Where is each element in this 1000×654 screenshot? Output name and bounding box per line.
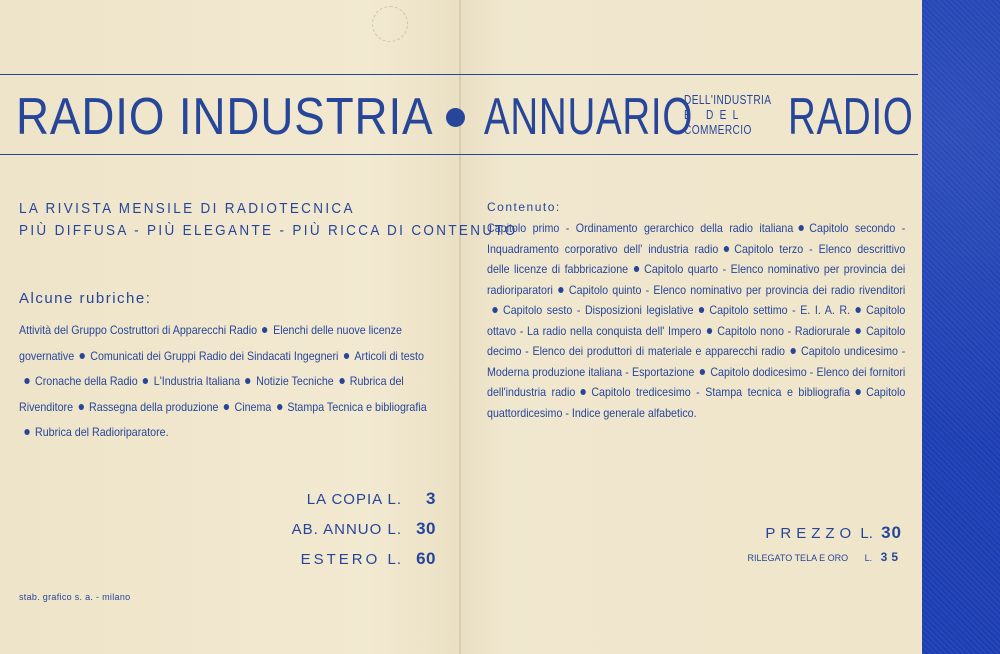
chapter-item: Capitolo primo - Ordinamento gerarchico della radio italiana (487, 221, 794, 235)
bullet-icon (24, 378, 29, 384)
price-unit: L. (387, 521, 402, 538)
bullet-icon (855, 307, 860, 313)
rubrica-item: Comunicati dei Gruppi Radio dei Sindacati Ingegneri (90, 348, 339, 363)
annuario-subtitle (684, 92, 790, 137)
bullet-icon (581, 389, 586, 395)
rilegato-value: 35 (880, 550, 902, 564)
chapter-item: Capitolo dodicesimo - Elenco dei fornitori dell'industria radio (487, 364, 906, 399)
rubriche-heading: Alcune rubriche: (19, 290, 152, 307)
yearbook-price (748, 520, 902, 568)
rilegato-unit: L. (864, 553, 873, 563)
bullet-icon (78, 404, 83, 410)
chapter-list (487, 218, 905, 423)
tagline-line-2: PIÙ DIFFUSA - PIÙ ELEGANTE - PIÙ RICCA DI CONTENUTO (19, 222, 518, 239)
bullet-icon (724, 246, 729, 252)
bullet-icon (277, 404, 282, 410)
bullet-icon (700, 369, 705, 375)
chapter-item: Capitolo undicesimo - Moderna produzione italiana - Esportazione (487, 344, 906, 379)
contents-heading: Contenuto: (487, 200, 561, 214)
chapter-item: Capitolo quinto - Elenco nominativo per provincia dei radio rivenditori (568, 282, 906, 297)
price-unit: L. (387, 491, 402, 508)
price-row (292, 484, 436, 514)
chapter-item: Capitolo nono - Radiorurale (717, 323, 851, 338)
rubrica-item: Cinema (234, 399, 272, 414)
bullet-icon (707, 328, 712, 334)
subtitle-line-2: E DEL (684, 107, 745, 122)
prezzo-value: 30 (881, 523, 902, 542)
chapter-item: Capitolo tredicesimo - Stampa tecnica e bibliografia (591, 385, 851, 399)
rubrica-item: Articoli di testo (354, 348, 424, 363)
prezzo-label: PREZZO (765, 525, 857, 542)
bullet-icon (699, 307, 704, 313)
subtitle-line-1: DELL'INDUSTRIA (684, 92, 772, 107)
chapter-item: Capitolo quarto - Elenco nominativo per provincia dei radioriparatori (487, 262, 906, 297)
rilegato-label: RILEGATO TELA E ORO (747, 553, 849, 563)
rubrica-item: L'Industria Italiana (153, 374, 241, 388)
rubrica-item: Elenchi delle nuove licenze governative (19, 323, 402, 363)
masthead (0, 82, 918, 152)
bullet-icon (80, 353, 85, 359)
price-label: ESTERO (300, 551, 388, 568)
radio-title: RADIO (788, 88, 914, 146)
bullet-icon (262, 327, 267, 333)
bullet-icon (339, 378, 344, 384)
price-value: 60 (416, 549, 436, 568)
chapter-item: Capitolo quattordicesimo - Indice generale alfabetico. (487, 385, 906, 420)
price-list (292, 484, 436, 574)
price-value: 3 (426, 489, 436, 508)
prezzo-row (748, 520, 902, 547)
bullet-icon (633, 266, 638, 272)
tagline-line-1: LA RIVISTA MENSILE DI RADIOTECNICA (19, 200, 355, 217)
rubrica-item: Notizie Tecniche (256, 374, 334, 388)
bullet-icon (344, 353, 349, 359)
rubrica-item: Stampa Tecnica e bibliografia (287, 399, 427, 414)
annuario-title: ANNUARIO (484, 88, 694, 146)
bullet-icon (492, 307, 497, 313)
chapter-item: Capitolo ottavo - La radio nella conquista dell' Impero (487, 303, 906, 338)
chapter-item: Capitolo decimo - Elenco dei produttori di materiale e apparecchi radio (487, 323, 906, 358)
price-label: LA COPIA (306, 491, 388, 508)
rubriche-list (19, 318, 437, 446)
masthead-bullet-icon (446, 108, 465, 127)
masthead-bottom-rule (0, 154, 918, 155)
chapter-item: Capitolo secondo - Inquadramento corporativo dell' industria radio (487, 221, 906, 256)
faded-stamp (372, 6, 408, 42)
masthead-top-rule (0, 74, 918, 75)
blue-spine (922, 0, 1000, 654)
bullet-icon (143, 378, 148, 384)
bullet-icon (224, 404, 229, 410)
radio-industria-title: RADIO INDUSTRIA (16, 88, 434, 146)
bullet-icon (790, 348, 795, 354)
bullet-icon (855, 328, 860, 334)
bullet-icon (24, 429, 29, 435)
rubrica-item: Rubrica del Radioriparatore. (35, 425, 169, 439)
printer-credit: stab. grafico s. a. - milano (19, 592, 131, 602)
price-unit: L. (387, 551, 402, 568)
rubrica-item: Rubrica del Rivenditore (19, 374, 404, 414)
chapter-item: Capitolo settimo - E. I. A. R. (709, 303, 851, 317)
price-row (292, 544, 436, 574)
price-row (292, 514, 436, 544)
chapter-item: Capitolo sesto - Disposizioni legislative (503, 303, 694, 317)
rubrica-item: Cronache della Radio (35, 374, 138, 388)
bullet-icon (855, 389, 860, 395)
bullet-icon (558, 287, 563, 293)
price-label: AB. ANNUO (291, 521, 388, 538)
bullet-icon (799, 225, 804, 231)
rubrica-item: Rassegna della produzione (89, 399, 219, 414)
subtitle-line-3: COMMERCIO (684, 122, 752, 137)
rilegato-row (748, 547, 902, 568)
rubrica-item: Attività del Gruppo Costruttori di Apparecchi Radio (19, 323, 258, 337)
bullet-icon (245, 378, 250, 384)
price-value: 30 (416, 519, 436, 538)
chapter-item: Capitolo terzo - Elenco descrittivo delle licenze di fabbricazione (487, 241, 906, 276)
prezzo-unit: L. (860, 525, 873, 542)
